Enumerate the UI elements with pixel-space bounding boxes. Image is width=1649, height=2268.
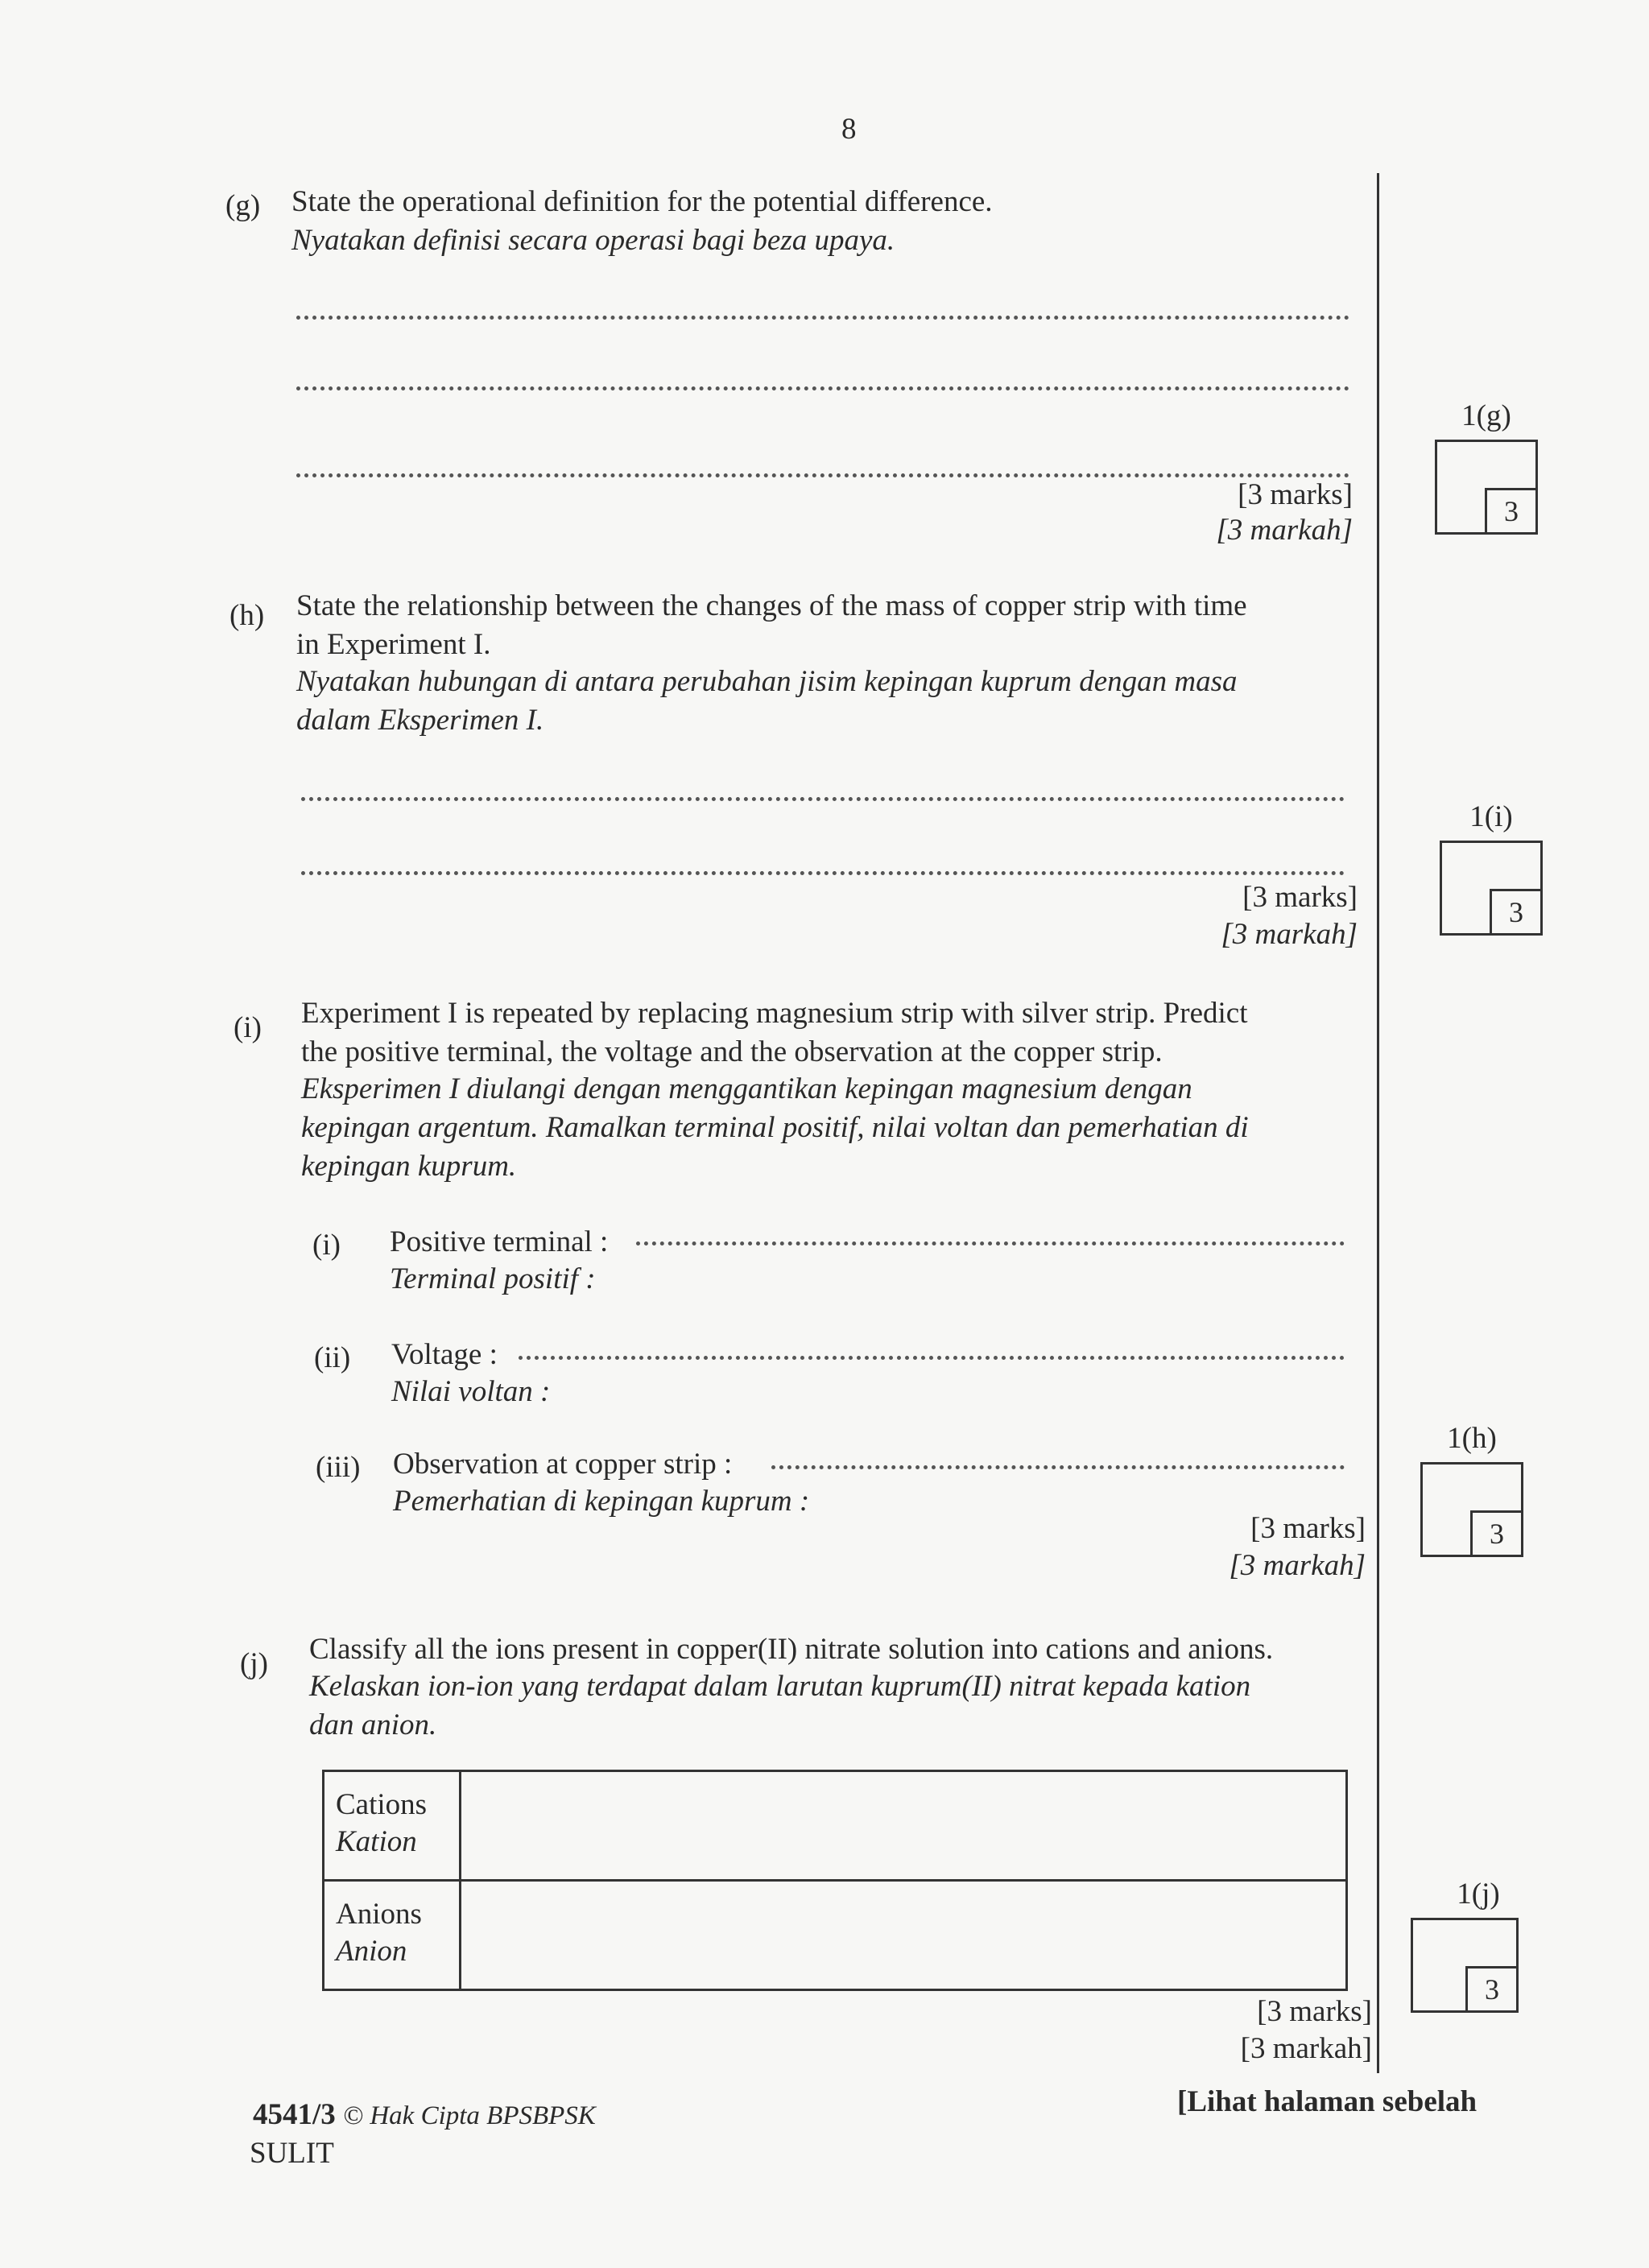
mark-box-score: 3 — [1490, 889, 1543, 936]
mark-box-label: 1(i) — [1469, 800, 1513, 833]
answer-line[interactable] — [296, 473, 1349, 477]
question-text-ms: dalam Eksperimen I. — [296, 704, 544, 737]
marks-en: [3 marks] — [1238, 478, 1353, 511]
answer-line[interactable] — [296, 386, 1349, 390]
sub-question-text-ms: Terminal positif : — [390, 1262, 596, 1295]
marks-en: [3 marks] — [1257, 1995, 1372, 2028]
cations-label-ms: Kation — [336, 1825, 417, 1859]
anions-label-ms: Anion — [336, 1935, 407, 1968]
mark-box-score: 3 — [1470, 1510, 1523, 1557]
anions-answer-cell[interactable] — [461, 1881, 1347, 1990]
question-text-ms: Eksperimen I diulangi dengan menggantikan kepingan magnesium dengan — [301, 1072, 1192, 1105]
next-page-note: [Lihat halaman sebelah — [1177, 2085, 1477, 2118]
sub-question-text-ms: Nilai voltan : — [391, 1375, 551, 1408]
answer-line[interactable] — [636, 1241, 1345, 1246]
question-text-ms: kepingan argentum. Ramalkan terminal positif, nilai voltan dan pemerhatian di — [301, 1111, 1249, 1144]
cations-answer-cell[interactable] — [461, 1771, 1347, 1881]
answer-line[interactable] — [771, 1465, 1345, 1469]
table-row — [324, 1771, 1347, 1881]
marks-en: [3 marks] — [1250, 1512, 1366, 1545]
marks-ms: [3 markah] — [1216, 514, 1353, 547]
copyright-text: © Hak Cipta BPSBPSK — [343, 2101, 596, 2130]
question-text-en: in Experiment I. — [296, 628, 491, 661]
cations-label: Cations — [336, 1788, 428, 1821]
question-text-en: State the operational definition for the potential difference. — [291, 185, 993, 218]
mark-box-score: 3 — [1465, 1966, 1519, 2013]
marks-ms: [3 markah] — [1221, 918, 1358, 951]
mark-box-score: 3 — [1485, 488, 1538, 535]
marks-ms: [3 markah] — [1229, 1549, 1366, 1582]
table-header-cell — [324, 1881, 461, 1990]
question-text-en: Experiment I is repeated by replacing magnesium strip with silver strip. Predict — [301, 997, 1248, 1030]
answer-line[interactable] — [301, 797, 1345, 801]
paper-code: 4541/3 — [253, 2098, 336, 2131]
sub-question-text-en: Observation at copper strip : — [393, 1448, 733, 1481]
question-text-ms: dan anion. — [309, 1708, 437, 1741]
mark-box-label: 1(h) — [1447, 1422, 1497, 1455]
mark-box-label: 1(g) — [1461, 399, 1511, 432]
question-label: (g) — [225, 189, 261, 222]
question-text-ms: Nyatakan definisi secara operasi bagi beza upaya. — [291, 224, 895, 257]
table-header-cell — [324, 1771, 461, 1881]
footer-copyright — [253, 2097, 596, 2134]
anions-label: Anions — [336, 1898, 422, 1931]
marks-en: [3 marks] — [1242, 881, 1358, 914]
mark-box — [1420, 1462, 1523, 1557]
question-label: (i) — [234, 1011, 262, 1044]
marks-ms: [3 markah] — [1240, 2032, 1372, 2065]
sub-question-text-ms: Pemerhatian di kepingan kuprum : — [393, 1485, 810, 1518]
question-text-ms: Nyatakan hubungan di antara perubahan jisim kepingan kuprum dengan masa — [296, 665, 1238, 698]
mark-box — [1411, 1918, 1519, 2013]
question-text-en: State the relationship between the changes of the mass of copper strip with time — [296, 589, 1247, 622]
sub-question-text-en: Positive terminal : — [390, 1225, 609, 1258]
question-text-en: Classify all the ions present in copper(II) nitrate solution into cations and anions. — [309, 1633, 1274, 1666]
sub-question-label: (i) — [312, 1229, 341, 1262]
mark-box — [1435, 440, 1538, 535]
mark-box — [1440, 841, 1543, 936]
answer-line[interactable] — [296, 316, 1349, 320]
page-number: 8 — [841, 113, 857, 146]
sub-question-label: (iii) — [316, 1451, 361, 1484]
question-text-ms: Kelaskan ion-ion yang terdapat dalam larutan kuprum(II) nitrat kepada kation — [309, 1670, 1251, 1703]
question-text-ms: kepingan kuprum. — [301, 1150, 517, 1183]
answer-line[interactable] — [519, 1356, 1345, 1360]
question-label: (j) — [240, 1647, 268, 1680]
question-text-en: the positive terminal, the voltage and the observation at the copper strip. — [301, 1035, 1163, 1068]
sulit-label: SULIT — [250, 2137, 334, 2170]
sub-question-text-en: Voltage : — [391, 1338, 498, 1371]
ions-table — [322, 1770, 1348, 1991]
answer-line[interactable] — [301, 871, 1345, 875]
question-label: (h) — [229, 599, 265, 632]
margin-line — [1377, 173, 1379, 2073]
sub-question-label: (ii) — [314, 1341, 351, 1374]
table-row — [324, 1881, 1347, 1990]
mark-box-label: 1(j) — [1457, 1878, 1500, 1911]
